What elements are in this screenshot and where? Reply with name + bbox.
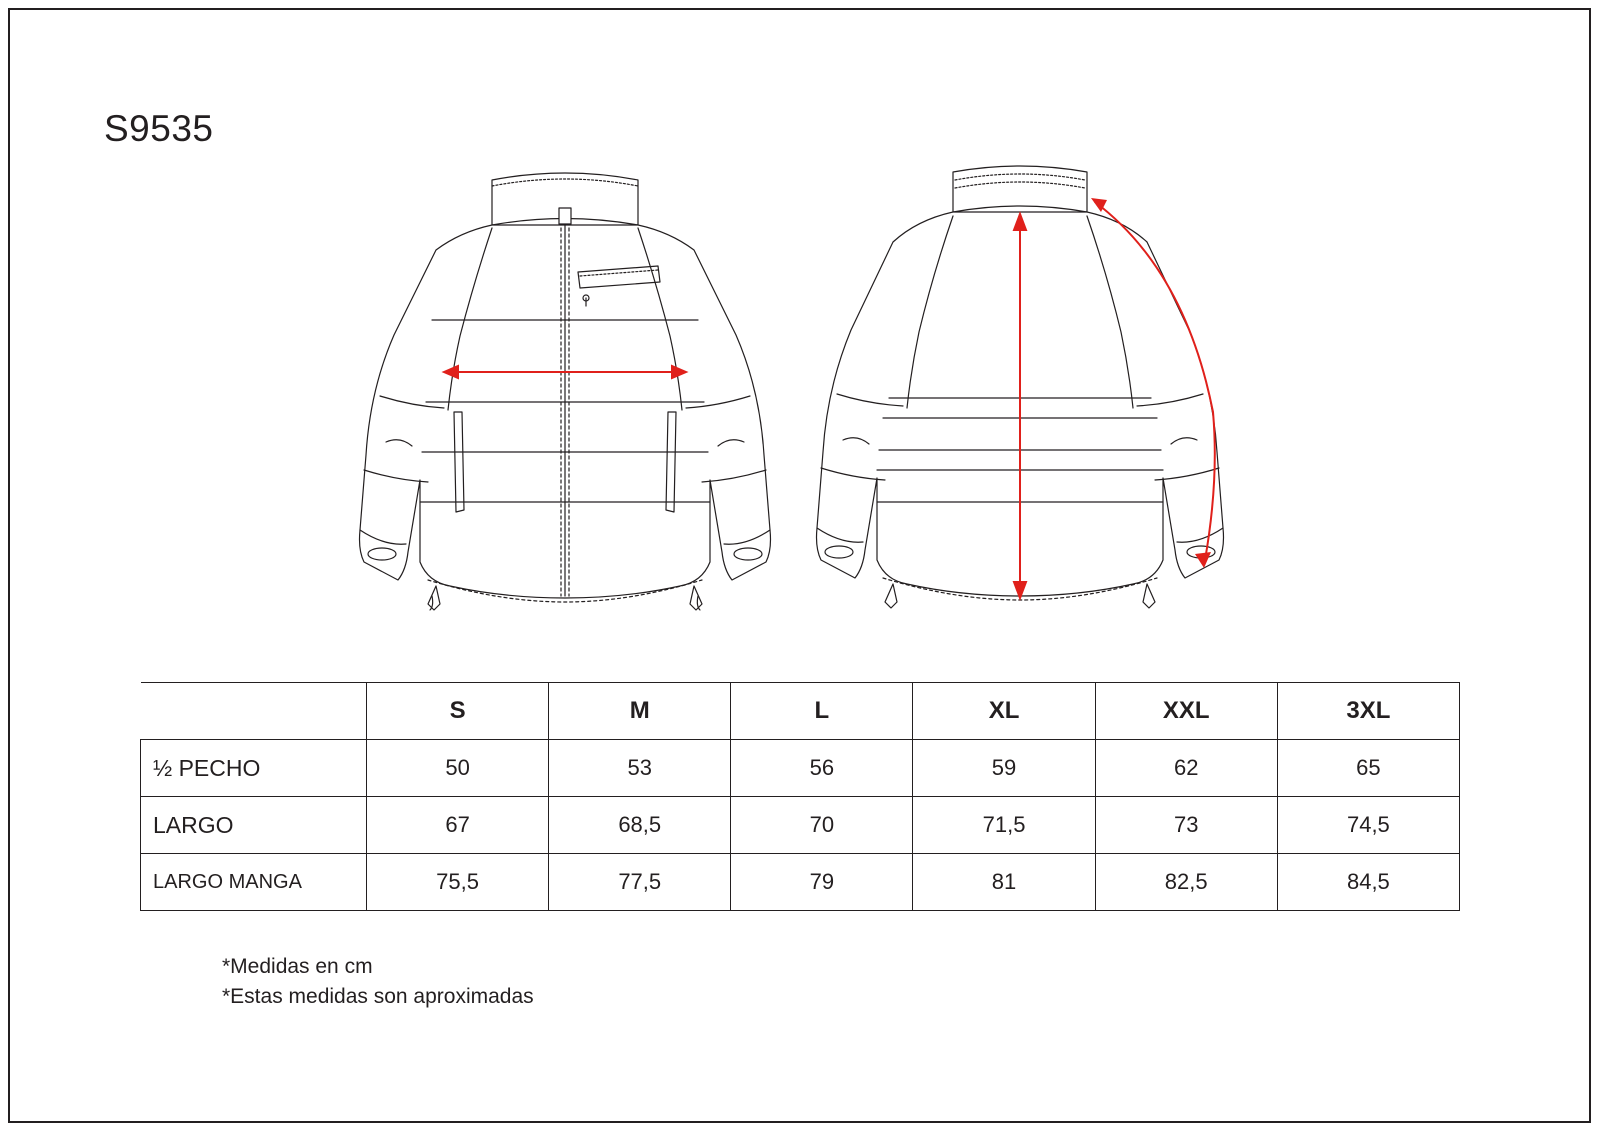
table-row <box>141 854 1460 911</box>
note-line: *Estas medidas son aproximadas <box>222 985 534 1008</box>
jacket-front-view <box>340 150 790 620</box>
table-header-row <box>141 683 1460 740</box>
measure-value: 53 <box>549 740 731 797</box>
technical-drawings <box>340 150 1270 620</box>
measure-label: ½ PECHO <box>141 740 367 797</box>
measure-value: 73 <box>1095 797 1277 854</box>
measure-value: 65 <box>1277 740 1459 797</box>
measure-value: 70 <box>731 797 913 854</box>
measure-value: 67 <box>367 797 549 854</box>
size-table <box>140 682 1460 911</box>
jacket-back-view <box>795 150 1245 620</box>
measure-value: 56 <box>731 740 913 797</box>
measure-value: 68,5 <box>549 797 731 854</box>
measure-value: 71,5 <box>913 797 1095 854</box>
table-row <box>141 740 1460 797</box>
measure-value: 62 <box>1095 740 1277 797</box>
table-row <box>141 797 1460 854</box>
measure-value: 59 <box>913 740 1095 797</box>
table-col-header: XXL <box>1095 683 1277 740</box>
measure-value: 50 <box>367 740 549 797</box>
measure-value: 77,5 <box>549 854 731 911</box>
measure-label: LARGO <box>141 797 367 854</box>
note-line: *Medidas en cm <box>222 955 373 978</box>
table-col-header: XL <box>913 683 1095 740</box>
table-col-header: S <box>367 683 549 740</box>
table-col-header: L <box>731 683 913 740</box>
measure-value: 81 <box>913 854 1095 911</box>
measure-value: 84,5 <box>1277 854 1459 911</box>
table-corner-cell <box>141 683 367 740</box>
measure-value: 82,5 <box>1095 854 1277 911</box>
product-code: S9535 <box>104 108 214 149</box>
table-col-header: 3XL <box>1277 683 1459 740</box>
measure-value: 75,5 <box>367 854 549 911</box>
notes <box>222 952 534 1012</box>
measure-label: LARGO MANGA <box>141 854 367 911</box>
measure-value: 79 <box>731 854 913 911</box>
table-col-header: M <box>549 683 731 740</box>
measure-value: 74,5 <box>1277 797 1459 854</box>
